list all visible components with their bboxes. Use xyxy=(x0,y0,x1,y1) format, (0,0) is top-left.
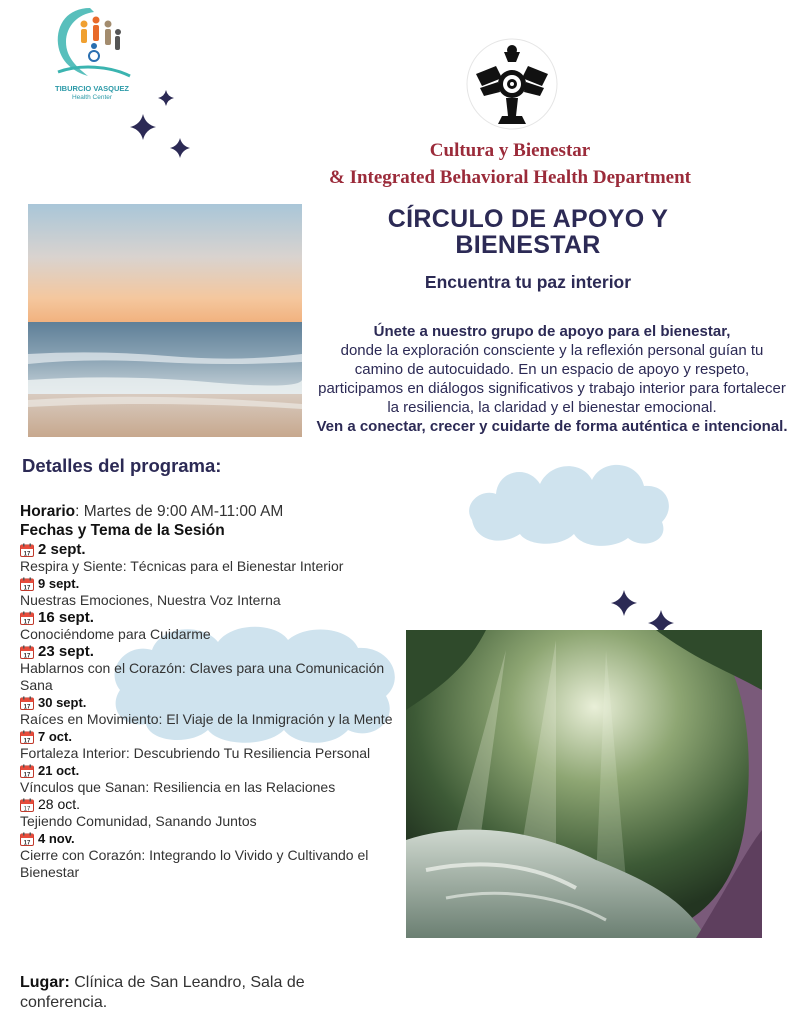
logo-name: TIBURCIO VASQUEZ xyxy=(54,84,130,93)
department-line-2: & Integrated Behavioral Health Department xyxy=(329,167,691,188)
svg-text:17: 17 xyxy=(23,839,31,846)
sparkle-icon xyxy=(130,114,156,140)
session-topic: Vínculos que Sanan: Resiliencia en las Relaciones xyxy=(20,779,336,795)
session-item xyxy=(20,643,400,694)
schedule xyxy=(20,503,400,520)
intro-close: Ven a conectar, crecer y cuidarte de forma auténtica e intencional. xyxy=(316,418,788,435)
session-date xyxy=(20,762,400,779)
session-date-text: 21 oct. xyxy=(38,763,80,778)
calendar-icon xyxy=(20,543,34,557)
session-list xyxy=(20,541,400,881)
department-title xyxy=(240,137,780,191)
session-item xyxy=(20,796,400,830)
health-center-logo xyxy=(50,2,134,114)
calendar-icon xyxy=(20,764,34,778)
svg-text:17: 17 xyxy=(23,737,31,744)
sparkle-icon xyxy=(158,90,174,106)
beach-photo xyxy=(28,204,302,437)
session-date-text: 28 oct. xyxy=(38,796,81,812)
svg-text:17: 17 xyxy=(23,703,31,710)
session-topic: Nuestras Emociones, Nuestra Voz Interna xyxy=(20,592,281,608)
session-item xyxy=(20,609,400,643)
session-date-text: 23 sept. xyxy=(38,643,94,660)
session-date-text: 16 sept. xyxy=(38,609,94,626)
intro-lead: Únete a nuestro grupo de apoyo para el bienestar, xyxy=(373,323,731,340)
session-item xyxy=(20,541,400,575)
session-date xyxy=(20,796,400,813)
sparkle-icon xyxy=(170,138,190,158)
session-date xyxy=(20,694,400,711)
calendar-icon xyxy=(20,577,34,591)
svg-text:17: 17 xyxy=(23,652,31,659)
location xyxy=(20,973,380,1013)
department-line-1: Cultura y Bienestar xyxy=(429,140,591,161)
logo-subname: Health Center xyxy=(71,94,113,101)
calendar-icon xyxy=(20,798,34,812)
session-topic: Fortaleza Interior: Descubriendo Tu Resiliencia Personal xyxy=(20,745,371,761)
session-item xyxy=(20,830,400,881)
forest-photo xyxy=(406,630,762,938)
session-date xyxy=(20,575,400,592)
location-label: Lugar: xyxy=(20,974,70,991)
session-date-text: 4 nov. xyxy=(38,831,75,846)
session-topic: Tejiendo Comunidad, Sanando Juntos xyxy=(20,813,257,829)
session-topic: Cierre con Corazón: Integrando lo Vivido y Cultivando el Bienestar xyxy=(20,847,369,880)
session-item xyxy=(20,762,400,796)
session-date-text: 9 sept. xyxy=(38,576,80,591)
session-item xyxy=(20,728,400,762)
details-heading: Detalles del programa: xyxy=(22,455,222,476)
session-date xyxy=(20,728,400,745)
session-date-text: 7 oct. xyxy=(38,729,72,744)
session-date xyxy=(20,609,400,626)
calendar-icon xyxy=(20,832,34,846)
session-date xyxy=(20,830,400,847)
location-value: Clínica de San Leandro, Sala de conferencia. xyxy=(20,974,305,1011)
session-date-text: 30 sept. xyxy=(38,695,87,710)
svg-text:17: 17 xyxy=(23,771,31,778)
sparkle-icon xyxy=(611,590,637,616)
session-item xyxy=(20,694,400,728)
session-topic: Hablarnos con el Corazón: Claves para una Comunicación Sana xyxy=(20,660,385,693)
session-date xyxy=(20,643,400,660)
page-title: CÍRCULO DE APOYO Y BIENESTAR xyxy=(387,205,669,259)
session-topic: Raíces en Movimiento: El Viaje de la Inmigración y la Mente xyxy=(20,711,393,727)
schedule-value: : Martes de 9:00 AM-11:00 AM xyxy=(75,503,284,520)
calendar-icon xyxy=(20,611,34,625)
svg-text:17: 17 xyxy=(23,584,31,591)
session-topic: Respira y Siente: Técnicas para el Bienestar Interior xyxy=(20,558,344,574)
session-date-text: 2 sept. xyxy=(38,541,86,558)
svg-text:17: 17 xyxy=(23,805,31,812)
schedule-label: Horario xyxy=(20,503,76,520)
dates-heading: Fechas y Tema de la Sesión xyxy=(20,522,225,539)
page-subtitle: Encuentra tu paz interior xyxy=(424,272,632,292)
calendar-icon xyxy=(20,696,34,710)
thunderbird-icon xyxy=(466,38,558,130)
session-item xyxy=(20,575,400,609)
intro-body: donde la exploración consciente y la reflexión personal guían tu camino de autocuidado. En un espacio de apoyo y respeto, participamos en diálogos significativos y trabajo interior para fortalecer la resiliencia, la claridad y el bienestar emocional. xyxy=(318,342,786,416)
svg-text:17: 17 xyxy=(23,550,31,557)
session-topic: Conociéndome para Cuidarme xyxy=(20,626,211,642)
family-icon xyxy=(50,2,134,86)
intro-text xyxy=(316,322,788,436)
program-details xyxy=(20,503,400,881)
calendar-icon xyxy=(20,730,34,744)
calendar-icon xyxy=(20,645,34,659)
cloud-decoration xyxy=(462,450,677,550)
svg-text:17: 17 xyxy=(23,618,31,625)
session-date xyxy=(20,541,400,558)
